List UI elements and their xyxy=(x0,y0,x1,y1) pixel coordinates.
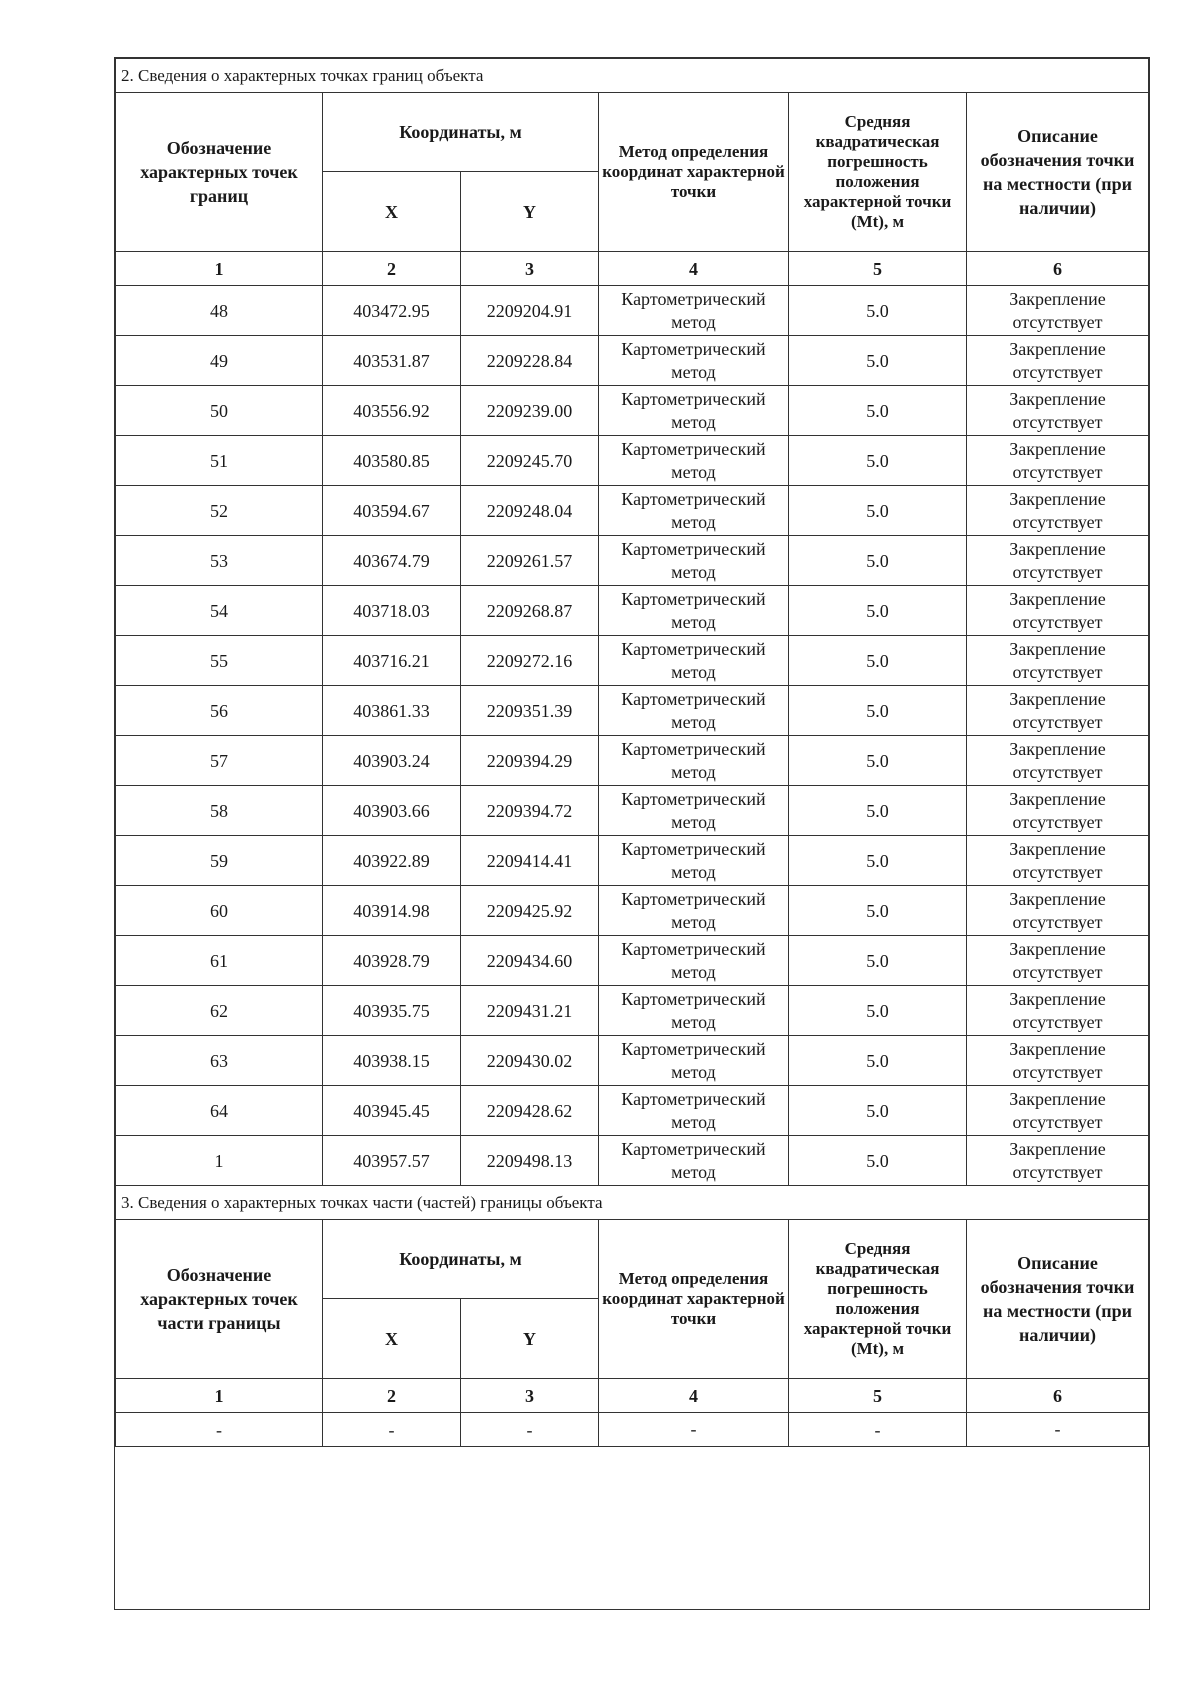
x-coordinate-cell: 403945.45 xyxy=(323,1086,461,1136)
method-cell: Картометрический метод xyxy=(599,886,789,936)
y-coordinate-cell: 2209394.29 xyxy=(461,736,599,786)
column-number: 5 xyxy=(789,1379,967,1413)
point-number-cell: 64 xyxy=(116,1086,323,1136)
table-row xyxy=(116,286,1149,336)
section-3-title: 3. Сведения о характерных точках части (частей) границы объекта xyxy=(116,1186,1149,1220)
method-cell: Картометрический метод xyxy=(599,1086,789,1136)
description-cell: Закрепление отсутствует xyxy=(967,1086,1149,1136)
method-cell: Картометрический метод xyxy=(599,636,789,686)
description-cell: Закрепление отсутствует xyxy=(967,686,1149,736)
header-method: Метод определения координат характерной точки xyxy=(599,1220,789,1379)
header-method: Метод определения координат характерной точки xyxy=(599,93,789,252)
x-coordinate-cell: 403938.15 xyxy=(323,1036,461,1086)
method-cell: Картометрический метод xyxy=(599,336,789,386)
header-x: X xyxy=(323,1299,461,1379)
method-cell: Картометрический метод xyxy=(599,986,789,1036)
point-number-cell: 59 xyxy=(116,836,323,886)
description-cell: Закрепление отсутствует xyxy=(967,786,1149,836)
table-row xyxy=(116,686,1149,736)
x-coordinate-cell: 403580.85 xyxy=(323,436,461,486)
error-cell: 5.0 xyxy=(789,1036,967,1086)
x-coordinate-cell: 403903.24 xyxy=(323,736,461,786)
y-coordinate-cell: 2209239.00 xyxy=(461,386,599,436)
header-y: Y xyxy=(461,172,599,252)
point-number-cell: 51 xyxy=(116,436,323,486)
x-coordinate-cell: 403903.66 xyxy=(323,786,461,836)
boundary-points-table xyxy=(115,58,1149,1447)
y-coordinate-cell: 2209431.21 xyxy=(461,986,599,1036)
method-cell: Картометрический метод xyxy=(599,486,789,536)
error-cell: 5.0 xyxy=(789,486,967,536)
method-cell: - xyxy=(599,1413,789,1447)
y-coordinate-cell: 2209248.04 xyxy=(461,486,599,536)
y-coordinate-cell: 2209351.39 xyxy=(461,686,599,736)
description-cell: - xyxy=(967,1413,1149,1447)
method-cell: Картометрический метод xyxy=(599,436,789,486)
table-row xyxy=(116,986,1149,1036)
document-sheet xyxy=(114,57,1150,1610)
error-cell: 5.0 xyxy=(789,1086,967,1136)
y-coordinate-cell: 2209434.60 xyxy=(461,936,599,986)
x-coordinate-cell: 403935.75 xyxy=(323,986,461,1036)
table-row xyxy=(116,636,1149,686)
header-description: Описание обозначения точки на местности (при наличии) xyxy=(967,93,1149,252)
x-coordinate-cell: 403861.33 xyxy=(323,686,461,736)
column-number: 5 xyxy=(789,252,967,286)
description-cell: Закрепление отсутствует xyxy=(967,436,1149,486)
table-row xyxy=(116,486,1149,536)
point-number-cell: 1 xyxy=(116,1136,323,1186)
table-row xyxy=(116,386,1149,436)
error-cell: 5.0 xyxy=(789,886,967,936)
y-coordinate-cell: 2209245.70 xyxy=(461,436,599,486)
header-coordinates: Координаты, м xyxy=(323,1220,599,1299)
point-number-cell: 48 xyxy=(116,286,323,336)
y-coordinate-cell: 2209204.91 xyxy=(461,286,599,336)
header-designation: Обозначение характерных точек границ xyxy=(116,93,323,252)
section-2-title: 2. Сведения о характерных точках границ объекта xyxy=(116,59,1149,93)
y-coordinate-cell: 2209430.02 xyxy=(461,1036,599,1086)
description-cell: Закрепление отсутствует xyxy=(967,586,1149,636)
y-coordinate-cell: 2209425.92 xyxy=(461,886,599,936)
table-row xyxy=(116,1136,1149,1186)
x-coordinate-cell: 403472.95 xyxy=(323,286,461,336)
table-row xyxy=(116,336,1149,386)
column-number: 3 xyxy=(461,252,599,286)
column-number: 3 xyxy=(461,1379,599,1413)
method-cell: Картометрический метод xyxy=(599,536,789,586)
header-coordinates: Координаты, м xyxy=(323,93,599,172)
table-row xyxy=(116,836,1149,886)
x-coordinate-cell: 403957.57 xyxy=(323,1136,461,1186)
point-number-cell: 52 xyxy=(116,486,323,536)
x-coordinate-cell: 403594.67 xyxy=(323,486,461,536)
header-error: Средняя квадратическая погрешность положения характерной точки (Mt), м xyxy=(789,1220,967,1379)
description-cell: Закрепление отсутствует xyxy=(967,736,1149,786)
description-cell: Закрепление отсутствует xyxy=(967,386,1149,436)
point-number-cell: 58 xyxy=(116,786,323,836)
error-cell: 5.0 xyxy=(789,736,967,786)
column-number: 4 xyxy=(599,1379,789,1413)
error-cell: 5.0 xyxy=(789,386,967,436)
point-number-cell: 50 xyxy=(116,386,323,436)
error-cell: 5.0 xyxy=(789,986,967,1036)
error-cell: 5.0 xyxy=(789,836,967,886)
header-y: Y xyxy=(461,1299,599,1379)
point-number-cell: 57 xyxy=(116,736,323,786)
point-number-cell: - xyxy=(116,1413,323,1447)
point-number-cell: 56 xyxy=(116,686,323,736)
table-row xyxy=(116,1086,1149,1136)
y-coordinate-cell: 2209272.16 xyxy=(461,636,599,686)
error-cell: 5.0 xyxy=(789,936,967,986)
point-number-cell: 63 xyxy=(116,1036,323,1086)
method-cell: Картометрический метод xyxy=(599,686,789,736)
y-coordinate-cell: 2209414.41 xyxy=(461,836,599,886)
y-coordinate-cell: 2209428.62 xyxy=(461,1086,599,1136)
x-coordinate-cell: - xyxy=(323,1413,461,1447)
column-number: 2 xyxy=(323,1379,461,1413)
table-row xyxy=(116,886,1149,936)
method-cell: Картометрический метод xyxy=(599,736,789,786)
error-cell: 5.0 xyxy=(789,536,967,586)
description-cell: Закрепление отсутствует xyxy=(967,286,1149,336)
method-cell: Картометрический метод xyxy=(599,1136,789,1186)
column-number: 4 xyxy=(599,252,789,286)
column-number: 1 xyxy=(116,1379,323,1413)
point-number-cell: 60 xyxy=(116,886,323,936)
x-coordinate-cell: 403531.87 xyxy=(323,336,461,386)
error-cell: 5.0 xyxy=(789,1136,967,1186)
x-coordinate-cell: 403928.79 xyxy=(323,936,461,986)
y-coordinate-cell: 2209394.72 xyxy=(461,786,599,836)
method-cell: Картометрический метод xyxy=(599,936,789,986)
point-number-cell: 55 xyxy=(116,636,323,686)
description-cell: Закрепление отсутствует xyxy=(967,936,1149,986)
table-row xyxy=(116,1413,1149,1447)
description-cell: Закрепление отсутствует xyxy=(967,836,1149,886)
column-number: 2 xyxy=(323,252,461,286)
point-number-cell: 62 xyxy=(116,986,323,1036)
error-cell: 5.0 xyxy=(789,336,967,386)
method-cell: Картометрический метод xyxy=(599,286,789,336)
x-coordinate-cell: 403922.89 xyxy=(323,836,461,886)
error-cell: - xyxy=(789,1413,967,1447)
column-number: 6 xyxy=(967,1379,1149,1413)
point-number-cell: 49 xyxy=(116,336,323,386)
table-row xyxy=(116,1036,1149,1086)
y-coordinate-cell: - xyxy=(461,1413,599,1447)
description-cell: Закрепление отсутствует xyxy=(967,886,1149,936)
y-coordinate-cell: 2209261.57 xyxy=(461,536,599,586)
y-coordinate-cell: 2209498.13 xyxy=(461,1136,599,1186)
header-description: Описание обозначения точки на местности (при наличии) xyxy=(967,1220,1149,1379)
error-cell: 5.0 xyxy=(789,686,967,736)
y-coordinate-cell: 2209268.87 xyxy=(461,586,599,636)
header-designation: Обозначение характерных точек части границы xyxy=(116,1220,323,1379)
header-error: Средняя квадратическая погрешность положения характерной точки (Mt), м xyxy=(789,93,967,252)
table-row xyxy=(116,786,1149,836)
error-cell: 5.0 xyxy=(789,286,967,336)
y-coordinate-cell: 2209228.84 xyxy=(461,336,599,386)
x-coordinate-cell: 403716.21 xyxy=(323,636,461,686)
table-row xyxy=(116,436,1149,486)
table-row xyxy=(116,586,1149,636)
description-cell: Закрепление отсутствует xyxy=(967,986,1149,1036)
table-row xyxy=(116,936,1149,986)
header-x: X xyxy=(323,172,461,252)
error-cell: 5.0 xyxy=(789,636,967,686)
description-cell: Закрепление отсутствует xyxy=(967,536,1149,586)
error-cell: 5.0 xyxy=(789,586,967,636)
method-cell: Картометрический метод xyxy=(599,1036,789,1086)
description-cell: Закрепление отсутствует xyxy=(967,1136,1149,1186)
x-coordinate-cell: 403718.03 xyxy=(323,586,461,636)
column-number: 6 xyxy=(967,252,1149,286)
x-coordinate-cell: 403556.92 xyxy=(323,386,461,436)
table-row xyxy=(116,536,1149,586)
description-cell: Закрепление отсутствует xyxy=(967,486,1149,536)
error-cell: 5.0 xyxy=(789,436,967,486)
description-cell: Закрепление отсутствует xyxy=(967,636,1149,686)
point-number-cell: 54 xyxy=(116,586,323,636)
method-cell: Картометрический метод xyxy=(599,586,789,636)
table-row xyxy=(116,736,1149,786)
column-number: 1 xyxy=(116,252,323,286)
blank-area xyxy=(115,1478,1148,1608)
method-cell: Картометрический метод xyxy=(599,786,789,836)
x-coordinate-cell: 403674.79 xyxy=(323,536,461,586)
method-cell: Картометрический метод xyxy=(599,386,789,436)
description-cell: Закрепление отсутствует xyxy=(967,1036,1149,1086)
x-coordinate-cell: 403914.98 xyxy=(323,886,461,936)
error-cell: 5.0 xyxy=(789,786,967,836)
point-number-cell: 61 xyxy=(116,936,323,986)
method-cell: Картометрический метод xyxy=(599,836,789,886)
point-number-cell: 53 xyxy=(116,536,323,586)
description-cell: Закрепление отсутствует xyxy=(967,336,1149,386)
